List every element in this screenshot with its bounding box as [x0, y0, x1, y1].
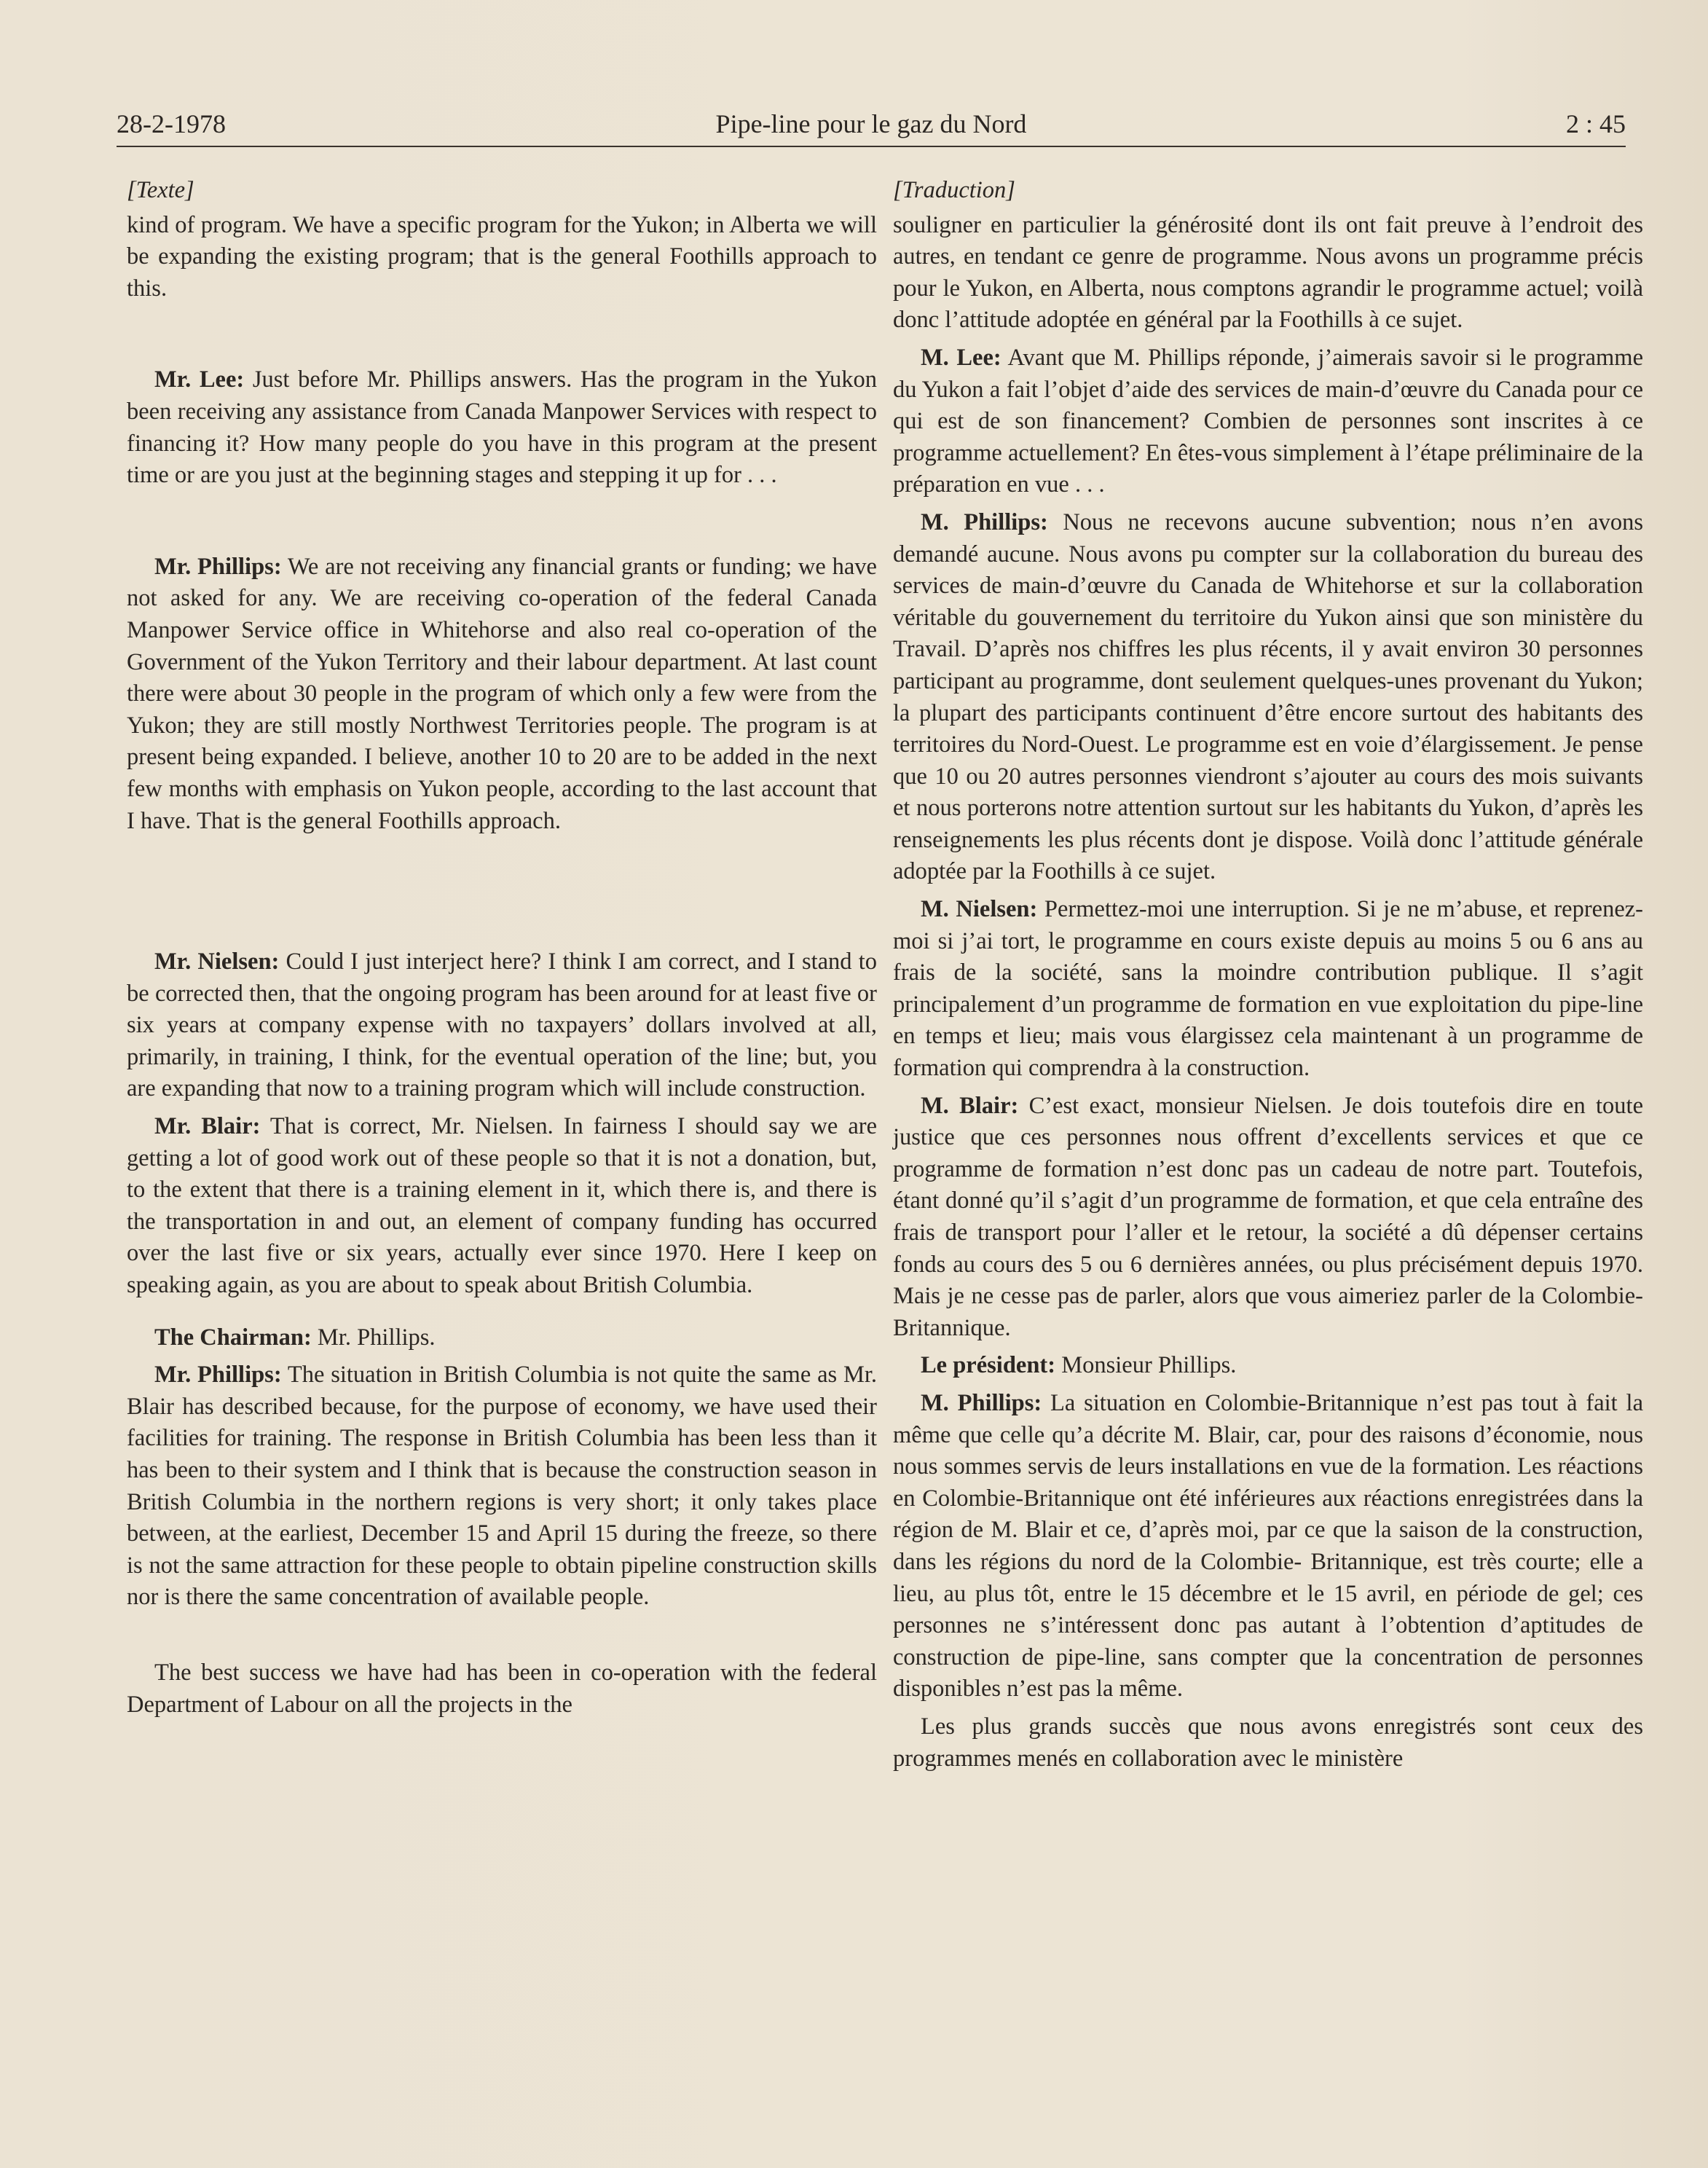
paragraph	[127, 551, 877, 837]
paragraph	[893, 1388, 1643, 1705]
speaker-name: Mr. Phillips:	[154, 1362, 282, 1389]
column-label-texte: [Texte]	[127, 177, 194, 203]
paragraph	[127, 1657, 877, 1721]
paragraph	[127, 1111, 877, 1302]
paragraph-text: Mr. Phillips.	[311, 1324, 436, 1351]
paragraph-text: Nous ne recevons aucune subvention; nous n’en avons demandé aucune. Nous avons pu compter sur la collaboration du bureau des services de main-d’œuvre du Canada de Whitehorse et sur la collaboration véritable du gouvernement du territoire du Yukon ainsi que son ministère du Travail. D’après nos chiffres les plus récents, il y avait environ 30 personnes participant au programme, dont seulement quelques-unes provenant du Yukon; la plupart des participants continuent d’être encore surtout des habitants des territoires du Nord-Ouest. Le programme est en voie d’élargissement. Je pense que 10 ou 20 autres personnes viendront s’ajouter au cours des mois suivants et nous porterons notre attention surtout sur les habitants du Yukon, d’après les renseignements les plus récents dont je dispose. Voilà donc l’attitude générale adoptée par la Foothills à ce sujet.	[893, 508, 1643, 885]
paragraph-text: La situation en Colombie-Britannique n’est pas tout à fait la même que celle qu’a décrite M. Blair, car, pour des raisons d’économie, nous nous sommes servis de leurs installations en vue de la formation. Les réactions en Colombie-Britannique ont été inférieures aux réactions enregistrées dans la région de M. Blair et ce, d’après moi, par ce que la saison de la construction, dans les régions du nord de la Colombie- Britannique, est très courte; elle a lieu, au plus tôt, entre le 15 décembre et le 15 avril, en période de gel; ces personnes ne s’intéressent donc pas autant à l’obtention d’aptitudes de construction de pipe-line, sans compter que la concentration de personnes disponibles n’est pas la même.	[893, 1389, 1643, 1702]
paragraph-text: The best success we have had has been in co-operation with the federal Department of Labour on all the projects in the	[127, 1659, 877, 1718]
paragraph-text: We are not receiving any financial grants or funding; we have not asked for any. We are receiving co-operation of the federal Canada Manpower Service office in Whitehorse and also real co-operation of the Government of the Yukon Territory and their labour department. At last count there were about 30 people in the program of which only a few were from the Yukon; they are still mostly Northwest Territories people. The program is at present being expanded. I believe, another 10 to 20 are to be added in the next few months with emphasis on Yukon people, according to the last account that I have. That is the general Foothills approach.	[127, 553, 877, 834]
paragraph	[893, 507, 1643, 888]
french-column	[893, 175, 1643, 1780]
speaker-name: M. Phillips:	[921, 1389, 1042, 1416]
paragraph	[893, 1711, 1643, 1775]
column-label-traduction: [Traduction]	[893, 177, 1015, 203]
header-title: Pipe-line pour le gaz du Nord	[715, 109, 1027, 138]
speaker-name: M. Blair:	[921, 1092, 1019, 1119]
paragraph-text: Les plus grands succès que nous avons enregistrés sont ceux des programmes menés en collaboration avec le ministère	[893, 1713, 1643, 1772]
speaker-name: Mr. Lee:	[154, 366, 245, 393]
paragraph-text: Avant que M. Phillips réponde, j’aimerais savoir si le programme du Yukon a fait l’objet d’aide des services de main-d’œuvre du Canada pour ce qui est de son financement? Combien de personnes sont inscrites à ce programme actuellement? En êtes-vous simplement à l’étape préliminaire de la préparation en vue . . .	[893, 344, 1643, 498]
paragraph-text: C’est exact, monsieur Nielsen. Je dois toutefois dire en toute justice que ces personnes nous offrent d’excellents services et que ce programme de formation n’est donc pas un cadeau de notre part. Toutefois, étant donné qu’il s’agit d’un programme de formation, et que cela entraîne des frais de transport pour l’aller et le retour, la société a dû dépenser certains fonds au cours des 5 ou 6 dernières années, ou plus précisément depuis 1970. Mais je ne cesse pas de parler, alors que vous aimeriez parler de la Colombie-Britannique.	[893, 1092, 1643, 1341]
paragraph-text: Monsieur Phillips.	[1055, 1352, 1237, 1379]
paragraph-text: souligner en particulier la générosité dont ils ont fait preuve à l’endroit des autres, en tendant ce genre de programme. Nous avons un programme précis pour le Yukon, en Alberta, nous comptons agrandir le programme actuel; voilà donc l’attitude adoptée en général par la Foothills à ce sujet.	[893, 211, 1643, 334]
paragraph	[893, 1091, 1643, 1345]
paragraph	[127, 1322, 877, 1354]
paragraph-text: Just before Mr. Phillips answers. Has the program in the Yukon been receiving any assistance from Canada Manpower Services with respect to financing it? How many people do you have in this program at the present time or are you just at the beginning stages and stepping it up for . . .	[127, 366, 877, 489]
paragraph	[893, 894, 1643, 1085]
speaker-name: M. Nielsen:	[921, 896, 1038, 923]
english-column	[127, 175, 877, 1727]
header-rule	[117, 146, 1626, 147]
paragraph-text: That is correct, Mr. Nielsen. In fairness I should say we are getting a lot of good work out of these people so that it is not a donation, but, to the extent that there is a training element in it, which there is, and there is the transportation in and out, an element of company funding has occurred over the last five or six years, actually ever since 1970. Here I keep on speaking again, as you are about to speak about British Columbia.	[127, 1113, 877, 1299]
paragraph-text: Permettez-moi une interruption. Si je ne m’abuse, et reprenez-moi si j’ai tort, le programme en cours existe depuis au moins 5 ou 6 ans au frais de la société, sans la moindre contribution publique. Il s’agit principalement d’un programme de formation en vue exploitation du pipe-line en temps et lieu; mais vous élargissez cela maintenant à un programme de formation qui comprendra à la construction.	[893, 896, 1644, 1082]
speaker-name: M. Phillips:	[921, 508, 1048, 535]
speaker-name: M. Lee:	[921, 344, 1001, 371]
speaker-name: The Chairman:	[154, 1324, 312, 1351]
paragraph	[127, 364, 877, 491]
page-header	[117, 102, 1626, 146]
paragraph-text: Could I just interject here? I think I am correct, and I stand to be corrected then, that the ongoing program has been around for at least five or six years at company expense with no taxpayers’ dollars involved at all, primarily, in training, I think, for the eventual operation of the line; but, you are expanding that now to a training program which will include construction.	[127, 948, 878, 1102]
speaker-name: Mr. Phillips:	[154, 553, 282, 580]
paragraph	[127, 1359, 877, 1614]
speaker-name: Mr. Blair:	[154, 1113, 261, 1140]
speaker-name: Mr. Nielsen:	[154, 948, 280, 975]
paragraph	[893, 342, 1643, 501]
paragraph	[127, 210, 877, 305]
paragraph-text: kind of program. We have a specific program for the Yukon; in Alberta we will be expanding the existing program; that is the general Foothills approach to this.	[127, 211, 877, 302]
header-date: 28-2-1978	[117, 109, 226, 138]
paragraph-text: The situation in British Columbia is not quite the same as Mr. Blair has described because, for the purpose of economy, we have used their facilities for training. The response in British Columbia has been less than it has been to their system and I think that is because the construction season in British Columbia in the northern regions is very short; it only takes place between, at the earliest, December 15 and April 15 during the freeze, so there is not the same attraction for these people to obtain pipeline construction skills nor is there the same concentration of available people.	[127, 1362, 877, 1611]
paragraph	[127, 946, 877, 1105]
speaker-name: Le président:	[921, 1352, 1056, 1379]
paragraph	[893, 210, 1643, 337]
paragraph	[893, 1350, 1643, 1382]
header-page-number: 2 : 45	[1565, 109, 1626, 138]
